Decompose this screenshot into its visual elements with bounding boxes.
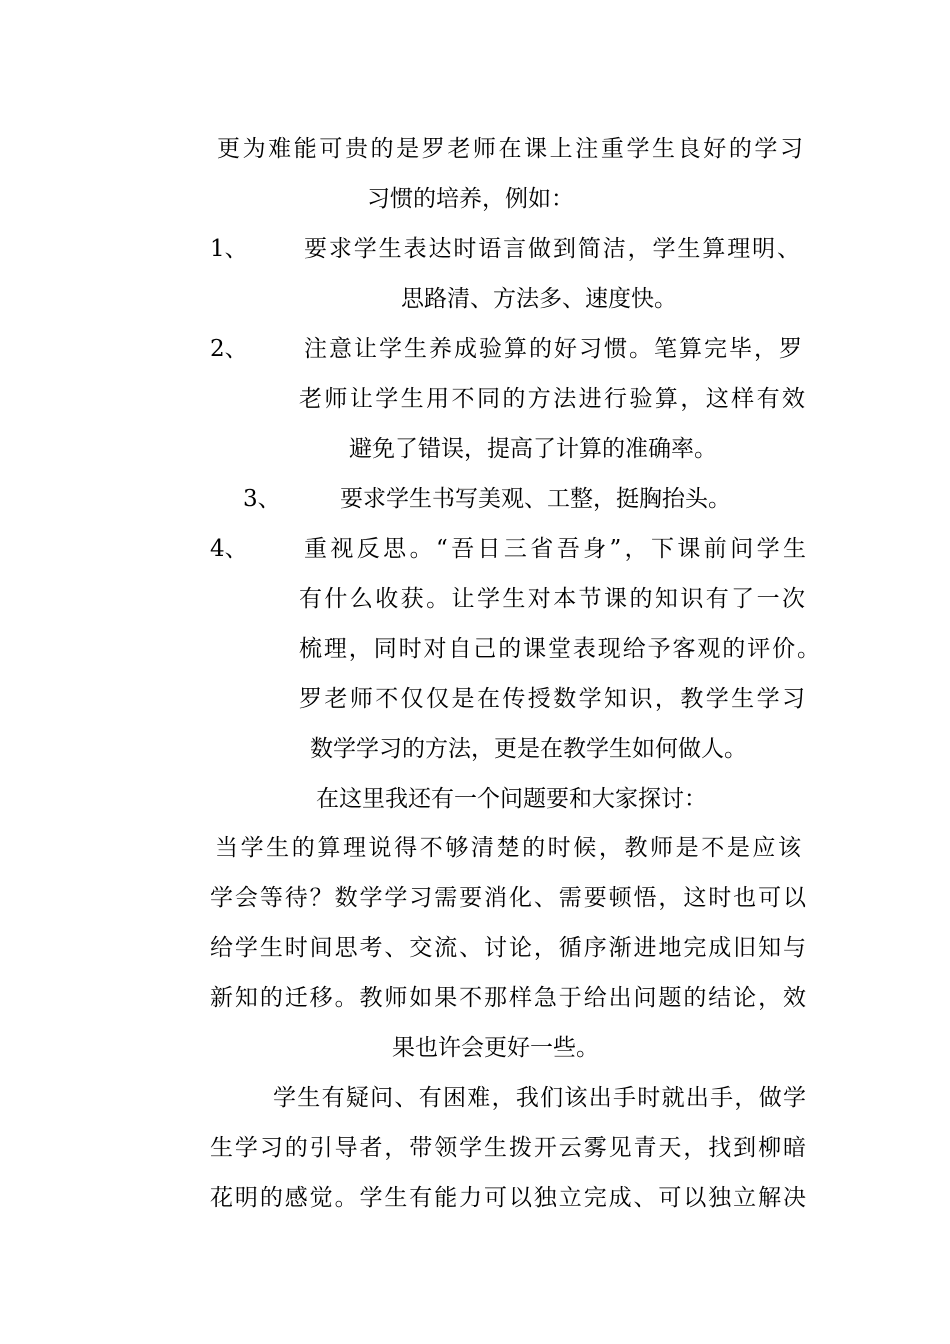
closing-line-3: 花明的感觉。学生有能力可以独立完成、可以独立解决 (210, 1185, 806, 1211)
intro-line-2: 习惯的培养，例如： (367, 186, 574, 212)
discussion-line-4: 新知的迁移。教师如果不那样急于给出问题的结论，效 (210, 985, 806, 1011)
closing-line-2: 生学习的引导者，带领学生拨开云雾见青天，找到柳暗 (210, 1135, 806, 1161)
list-number-1: 1、 (210, 236, 248, 262)
list-number-3: 3、 (243, 486, 281, 512)
discussion-line-1: 当学生的算理说得不够清楚的时候，教师是不是应该 (215, 835, 801, 861)
closing-line-1: 学生有疑问、有困难，我们该出手时就出手，做学 (273, 1085, 806, 1111)
item-4-line-2: 有什么收获。让学生对本节课的知识有了一次 (299, 586, 805, 612)
discussion-line-3: 给学生时间思考、交流、讨论，循序渐进地完成旧知与 (210, 935, 806, 961)
item-4-line-1: 重视反思。“吾日三省吾身”，下课前问学生 (304, 536, 806, 562)
intro-line-1: 更为难能可贵的是罗老师在课上注重学生良好的学习 (217, 136, 803, 162)
item-1-line-1: 要求学生表达时语言做到简洁，学生算理明、 (304, 236, 800, 262)
discussion-line-2: 学会等待？数学学习需要消化、需要顿悟，这时也可以 (210, 885, 806, 911)
item-2-line-3: 避免了错误，提高了计算的准确率。 (349, 436, 717, 462)
item-2-line-2: 老师让学生用不同的方法进行验算，这样有效 (299, 386, 805, 412)
item-2-line-1: 注意让学生养成验算的好习惯。笔算完毕，罗 (304, 336, 802, 362)
list-number-2: 2、 (210, 336, 248, 362)
item-4-line-3: 梳理，同时对自己的课堂表现给予客观的评价。 (299, 636, 820, 662)
item-3-line-1: 要求学生书写美观、工整，挺胸抬头。 (340, 486, 731, 512)
item-4-line-4: 罗老师不仅仅是在传授数学知识，教学生学习 (299, 686, 805, 712)
discussion-line-5: 果也许会更好一些。 (392, 1035, 599, 1061)
list-number-4: 4、 (210, 536, 248, 562)
item-4-line-5: 数学学习的方法，更是在教学生如何做人。 (310, 736, 747, 762)
discussion-heading: 在这里我还有一个问题要和大家探讨： (316, 786, 707, 812)
item-1-line-2: 思路清、方法多、速度快。 (401, 286, 677, 312)
